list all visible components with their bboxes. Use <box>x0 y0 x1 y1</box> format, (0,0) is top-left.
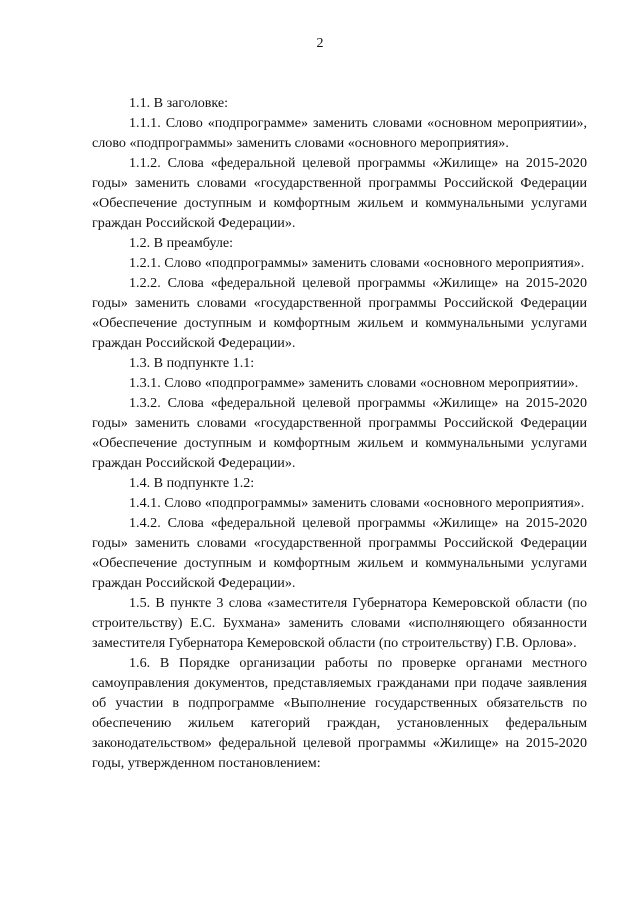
paragraph-1-4: 1.4. В подпункте 1.2: <box>129 475 255 491</box>
paragraph-1-4-1: 1.4.1. Слово «подпрограммы» заменить словами «основного мероприятия». <box>129 495 585 511</box>
document-body <box>92 93 587 773</box>
page-number: 2 <box>316 36 324 51</box>
paragraph-1-2: 1.2. В преамбуле: <box>129 235 234 251</box>
paragraph-1-2-2: 1.2.2. Слова «федеральной целевой программы «Жилище» на 2015-2020 годы» заменить словами «государственной программы Российской Федерации «Обеспечение доступным и комфортным жильем и коммунальными услугами граждан Российской Федерации». <box>92 275 587 351</box>
paragraph-1-6: 1.6. В Порядке организации работы по проверке органами местного самоуправления документов, представляемых гражданами при подаче заявления об участии в подпрограмме «Выполнение государственных обязательств по обеспечению жильем категорий граждан, установленных федеральным законодательством» федеральной целевой программы «Жилище» на 2015-2020 годы, утвержденном постановлением: <box>92 655 587 771</box>
paragraph-1-1-2: 1.1.2. Слова «федеральной целевой программы «Жилище» на 2015-2020 годы» заменить словами «государственной программы Российской Федерации «Обеспечение доступным и комфортным жильем и коммунальными услугами граждан Российской Федерации». <box>92 155 587 231</box>
paragraph-1-1: 1.1. В заголовке: <box>129 95 229 111</box>
paragraph-1-4-2: 1.4.2. Слова «федеральной целевой программы «Жилище» на 2015-2020 годы» заменить словами «государственной программы Российской Федерации «Обеспечение доступным и комфортным жильем и коммунальными услугами граждан Российской Федерации». <box>92 515 587 591</box>
paragraph-1-3: 1.3. В подпункте 1.1: <box>129 355 255 371</box>
paragraph-1-2-1: 1.2.1. Слово «подпрограммы» заменить словами «основного мероприятия». <box>129 255 585 271</box>
paragraph-1-3-1: 1.3.1. Слово «подпрограмме» заменить словами «основном мероприятии». <box>129 375 579 391</box>
paragraph-1-5: 1.5. В пункте 3 слова «заместителя Губернатора Кемеровской области (по строительству) Е.С. Бухмана» заменить словами «исполняющего обязанности заместителя Губернатора Кемеровской области (по строительству) Г.В. Орлова». <box>92 595 587 651</box>
paragraph-1-3-2: 1.3.2. Слова «федеральной целевой программы «Жилище» на 2015-2020 годы» заменить словами «государственной программы Российской Федерации «Обеспечение доступным и комфортным жильем и коммунальными услугами граждан Российской Федерации». <box>92 395 587 471</box>
paragraph-1-1-1: 1.1.1. Слово «подпрограмме» заменить словами «основном мероприятии», слово «подпрограммы» заменить словами «основного мероприятия». <box>92 115 587 151</box>
